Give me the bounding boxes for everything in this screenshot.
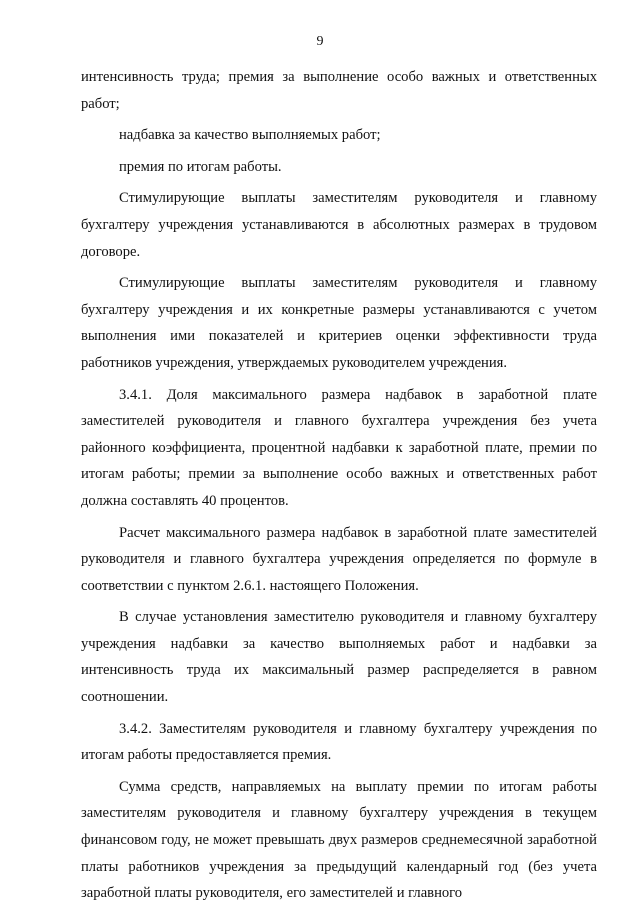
paragraph-3-4-1: 3.4.1. Доля максимального размера надбавок в заработной плате заместителей руководителя и главного бухгалтера учреждения без учета районного коэффициента, процентной надбавки к заработной плате, премии по итогам работы; премии за выполнение особо важных и ответственных работ должна составлять 40 процентов. (81, 386, 597, 509)
paragraph-3-4-2: 3.4.2. Заместителям руководителя и главному бухгалтеру учреждения по итогам работы предоставляется премия. (81, 720, 597, 764)
paragraph: Расчет максимального размера надбавок в заработной плате заместителей руководителя и главного бухгалтера учреждения определяется по формуле в соответствии с пунктом 2.6.1. настоящего Положения. (81, 524, 597, 594)
list-item-quality-bonus: надбавка за качество выполняемых работ; (119, 127, 381, 144)
paragraph: В случае установления заместителю руководителя и главному бухгалтеру учреждения надбавки за качество выполняемых работ и надбавки за интенсивность труда их максимальный размер распределяется в равном соотношении. (81, 609, 597, 706)
paragraph-continuation: интенсивность труда; премия за выполнение особо важных и ответственных работ; (81, 69, 597, 112)
page-number: 9 (316, 34, 324, 49)
paragraph: Стимулирующие выплаты заместителям руководителя и главному бухгалтеру учреждения устанавливаются в абсолютных размерах в трудовом договоре. (81, 190, 597, 260)
paragraph: Стимулирующие выплаты заместителям руководителя и главному бухгалтеру учреждения и их конкретные размеры устанавливаются с учетом выполнения ими показателей и критериев оценки эффективности труда работников учреждения, утверждаемых руководителем учреждения. (81, 275, 597, 371)
paragraph: Сумма средств, направляемых на выплату премии по итогам работы заместителям руководителя и главному бухгалтеру учреждения в текущем финансовом году, не может превышать двух размеров среднемесячной заработной платы работников учреждения за предыдущий календарный год (без учета заработной платы руководителя, его заместителей и главного (81, 778, 597, 902)
document-body (81, 64, 597, 907)
list-item-results-bonus: премия по итогам работы. (119, 158, 282, 175)
